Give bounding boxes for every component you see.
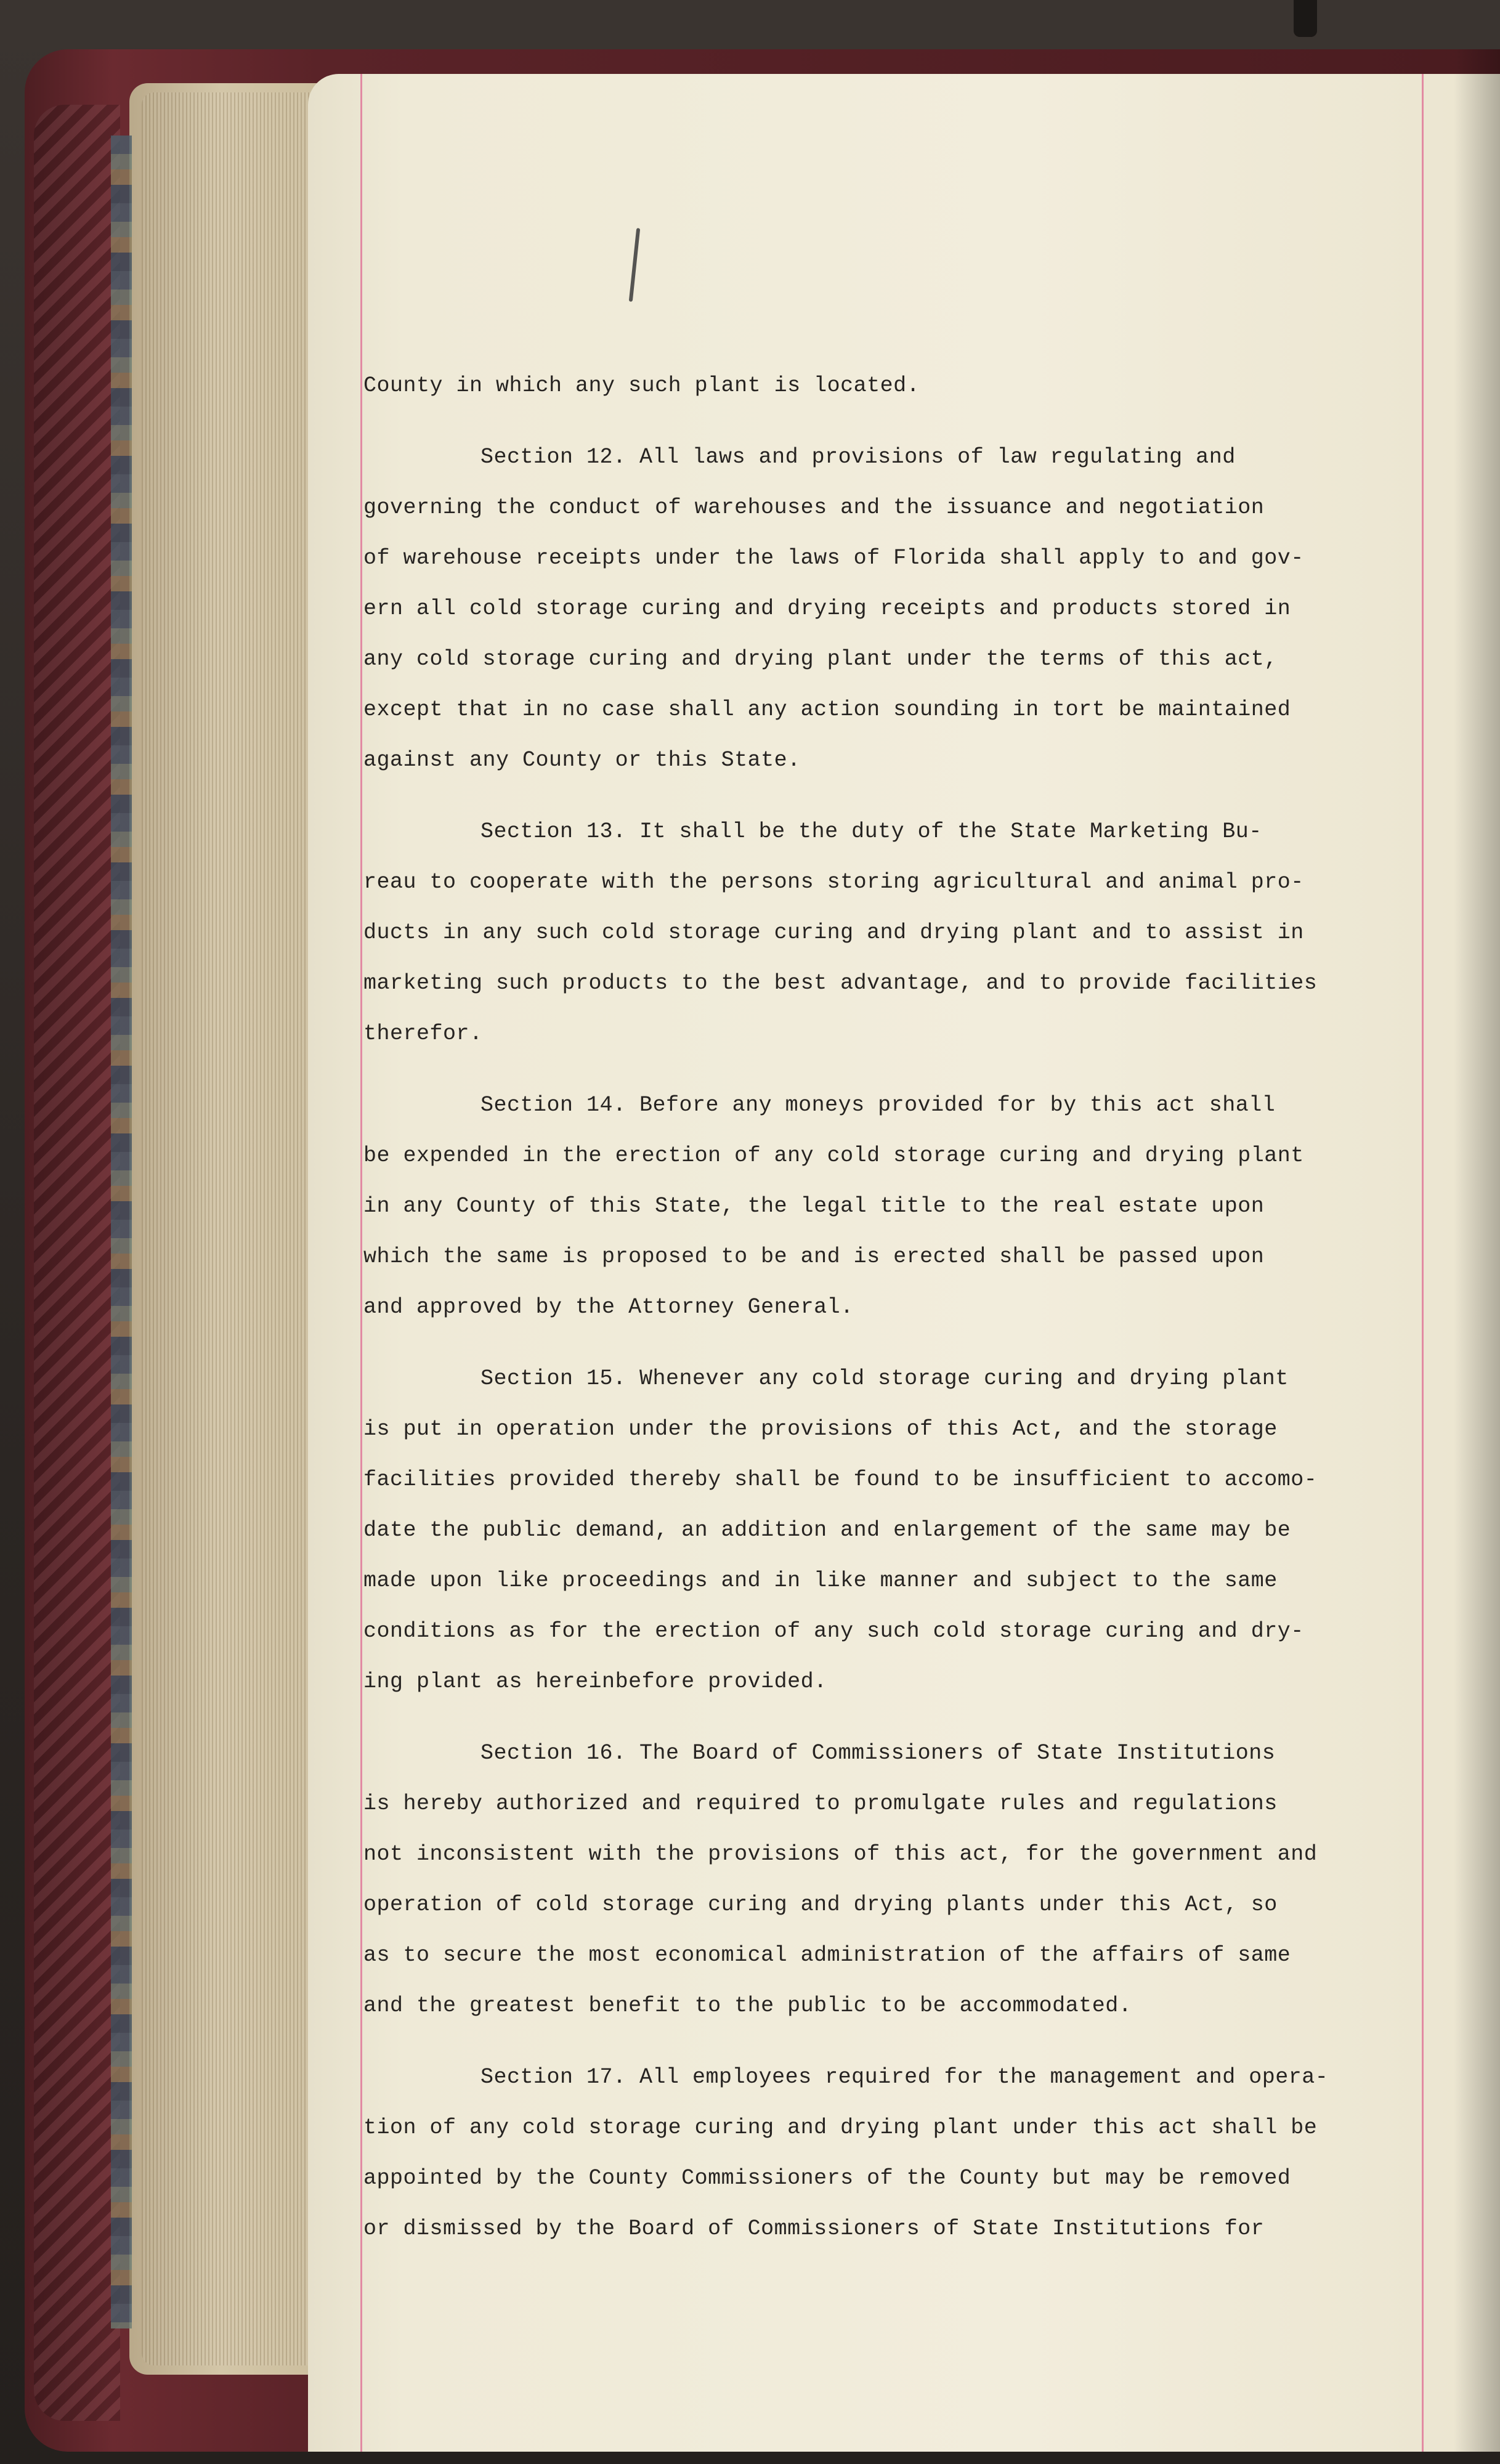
text-line: or dismissed by the Board of Commissioners of State Institutions for [363,2216,1265,2241]
text-line: ducts in any such cold storage curing and drying plant and to assist in [363,920,1304,945]
marbled-edge [111,136,132,2328]
text-line: in any County of this State, the legal title to the real estate upon [363,1194,1265,1218]
text-line: tion of any cold storage curing and drying plant under this act shall be [363,2115,1318,2140]
text-line: appointed by the County Commissioners of the County but may be removed [363,2166,1291,2190]
text-line: except that in no case shall any action sounding in tort be maintained [363,697,1291,722]
text-line: ing plant as hereinbefore provided. [363,1669,827,1694]
text-line: made upon like proceedings and in like manner and subject to the same [363,1568,1278,1593]
cover-spine-texture [34,105,120,2421]
text-line: marketing such products to the best advantage, and to provide facilities [363,971,1318,995]
text-line: reau to cooperate with the persons storing agricultural and animal pro- [363,870,1304,894]
text-line: facilities provided thereby shall be found to be insufficient to accomo- [363,1467,1318,1492]
text-line: against any County or this State. [363,748,801,772]
text-line: conditions as for the erection of any such cold storage curing and dry- [363,1619,1304,1643]
section-heading-line: Section 13. It shall be the duty of the State Marketing Bu- [480,819,1262,844]
text-line: not inconsistent with the provisions of this act, for the government and [363,1842,1318,1866]
text-line: is put in operation under the provisions of this Act, and the storage [363,1417,1278,1441]
left-margin-line [360,74,362,2452]
section-heading-line: Section 15. Whenever any cold storage curing and drying plant [480,1366,1289,1391]
text-line: any cold storage curing and drying plant under the terms of this act, [363,647,1278,671]
page-curl-shadow [1454,49,1500,2452]
text-line: date the public demand, an addition and enlargement of the same may be [363,1518,1291,1542]
text-line: which the same is proposed to be and is erected shall be passed upon [363,1244,1265,1269]
text-line: as to secure the most economical administration of the affairs of same [363,1943,1291,1968]
text-line: is hereby authorized and required to promulgate rules and regulations [363,1791,1278,1816]
text-line: of warehouse receipts under the laws of Florida shall apply to and gov- [363,546,1304,570]
typed-text-column [363,360,1423,2254]
text-line: and the greatest benefit to the public to be accommodated. [363,1993,1132,2018]
page-edges [142,92,326,2365]
text-line: therefor. [363,1021,483,1046]
text-line: County in which any such plant is located. [363,373,920,398]
text-line: be expended in the erection of any cold storage curing and drying plant [363,1143,1304,1168]
section-heading-line: Section 17. All employees required for the management and opera- [480,2065,1329,2089]
text-line: operation of cold storage curing and drying plants under this Act, so [363,1892,1278,1917]
text-line: ern all cold storage curing and drying receipts and products stored in [363,596,1291,621]
section-heading-line: Section 14. Before any moneys provided for by this act shall [480,1093,1276,1117]
section-heading-line: Section 12. All laws and provisions of law regulating and [480,445,1236,469]
text-line: governing the conduct of warehouses and the issuance and negotiation [363,495,1265,520]
text-line: and approved by the Attorney General. [363,1295,854,1319]
section-heading-line: Section 16. The Board of Commissioners of State Institutions [480,1741,1276,1765]
book-clasp [1294,0,1317,37]
